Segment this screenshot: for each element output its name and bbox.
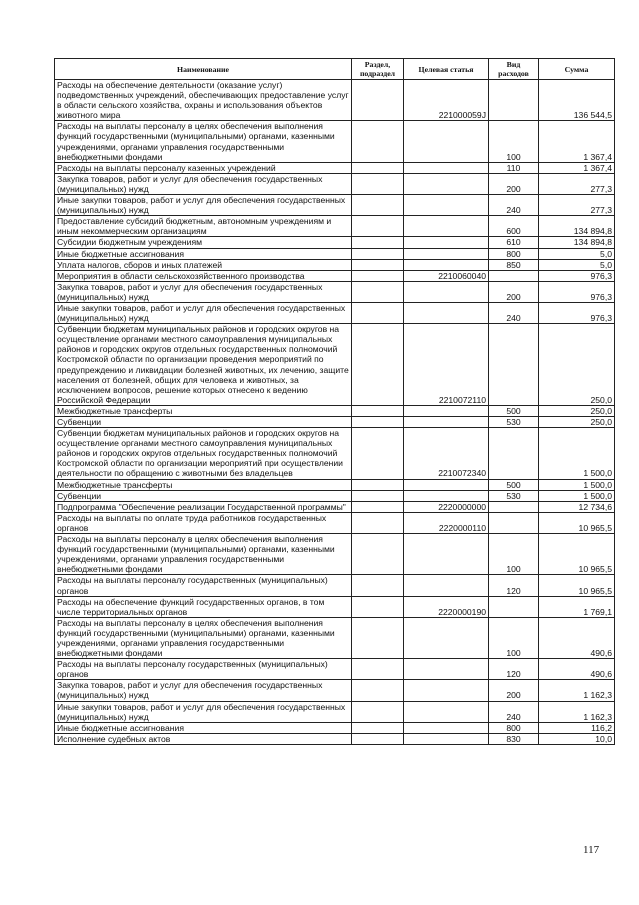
row-vid [489,270,539,281]
row-celevaya [404,162,489,173]
row-razdel [352,237,404,248]
table-row [55,324,615,406]
row-celevaya: 2220000000 [404,501,489,512]
row-summa: 5,0 [539,259,615,270]
row-celevaya [404,575,489,596]
table-row [55,722,615,733]
row-vid: 610 [489,237,539,248]
row-summa: 277,3 [539,195,615,216]
row-summa: 10 965,5 [539,534,615,575]
row-celevaya [404,259,489,270]
row-celevaya: 2210072110 [404,324,489,406]
budget-table-container [54,58,614,745]
row-razdel [352,490,404,501]
row-summa: 12 734,6 [539,501,615,512]
table-row [55,512,615,533]
row-celevaya [404,680,489,701]
row-razdel [352,270,404,281]
row-summa: 277,3 [539,173,615,194]
table-row [55,575,615,596]
row-celevaya [404,659,489,680]
row-vid [489,512,539,533]
header-vid: Вид расходов [489,59,539,80]
row-celevaya [404,534,489,575]
row-summa: 136 544,5 [539,80,615,121]
row-summa: 10 965,5 [539,575,615,596]
table-row [55,237,615,248]
row-celevaya: 2210072340 [404,428,489,479]
row-name: Субвенции [55,490,352,501]
row-vid: 100 [489,534,539,575]
row-vid [489,80,539,121]
row-razdel [352,173,404,194]
row-celevaya [404,722,489,733]
row-summa: 1 367,4 [539,162,615,173]
row-razdel [352,405,404,416]
row-razdel [352,575,404,596]
row-name: Уплата налогов, сборов и иных платежей [55,259,352,270]
row-razdel [352,216,404,237]
row-name: Иные закупки товаров, работ и услуг для обеспечения государственных (муниципальных) нужд [55,302,352,323]
row-name: Закупка товаров, работ и услуг для обеспечения государственных (муниципальных) нужд [55,281,352,302]
row-vid: 240 [489,701,539,722]
row-vid: 240 [489,302,539,323]
row-vid: 530 [489,417,539,428]
row-razdel [352,259,404,270]
row-summa: 490,6 [539,617,615,658]
row-summa: 116,2 [539,722,615,733]
row-celevaya [404,216,489,237]
row-name: Иные бюджетные ассигнования [55,722,352,733]
row-name: Иные закупки товаров, работ и услуг для обеспечения государственных (муниципальных) нужд [55,195,352,216]
row-celevaya [404,417,489,428]
table-row [55,248,615,259]
table-row [55,680,615,701]
row-summa: 1 500,0 [539,490,615,501]
row-razdel [352,281,404,302]
row-name: Расходы на выплаты персоналу в целях обеспечения выполнения функций государственными (муниципальными) органами, казенными учреждениями, органами управления государственными внебюджетными фондами [55,534,352,575]
row-vid [489,428,539,479]
row-summa: 134 894,8 [539,216,615,237]
table-row [55,617,615,658]
header-razdel: Раздел, подраздел [352,59,404,80]
row-summa: 10 965,5 [539,512,615,533]
row-name: Расходы на выплаты персоналу казенных учреждений [55,162,352,173]
row-razdel [352,596,404,617]
row-summa: 10,0 [539,733,615,744]
row-razdel [352,501,404,512]
row-name: Исполнение судебных актов [55,733,352,744]
row-razdel [352,617,404,658]
row-celevaya [404,617,489,658]
row-vid: 850 [489,259,539,270]
row-razdel [352,479,404,490]
row-name: Расходы на выплаты персоналу государственных (муниципальных) органов [55,575,352,596]
table-row [55,80,615,121]
table-row [55,270,615,281]
row-vid: 500 [489,405,539,416]
row-name: Расходы на выплаты персоналу в целях обеспечения выполнения функций государственными (муниципальными) органами, казенными учреждениями, органами управления государственными внебюджетными фондами [55,617,352,658]
row-vid: 120 [489,575,539,596]
row-vid: 830 [489,733,539,744]
row-summa: 5,0 [539,248,615,259]
row-vid: 200 [489,173,539,194]
table-header-row [55,59,615,80]
row-celevaya: 2210060040 [404,270,489,281]
row-name: Расходы на выплаты по оплате труда работников государственных органов [55,512,352,533]
row-celevaya [404,733,489,744]
row-vid: 110 [489,162,539,173]
row-name: Закупка товаров, работ и услуг для обеспечения государственных (муниципальных) нужд [55,173,352,194]
row-celevaya [404,173,489,194]
row-summa: 250,0 [539,405,615,416]
row-name: Субвенции бюджетам муниципальных районов и городских округов на осуществление органами местного самоуправления муниципальных районов и городских округов отдельных государственных полномочий Костромской области по организации проведения мероприятий по предупреждению и ликвидации болезней животных, их лечению, защите населения от болезней, общих для человека и животных, за исключением вопросов, решение которых отнесено к ведению Российской Федерации [55,324,352,406]
row-summa: 250,0 [539,324,615,406]
row-vid [489,501,539,512]
row-celevaya: 221000059J [404,80,489,121]
row-vid: 100 [489,617,539,658]
row-celevaya [404,237,489,248]
row-name: Субвенции [55,417,352,428]
row-razdel [352,659,404,680]
table-row [55,417,615,428]
row-summa: 976,3 [539,270,615,281]
row-razdel [352,121,404,162]
row-name: Расходы на обеспечение деятельности (оказание услуг) подведомственных учреждений, обеспечивающих предоставление услуг в области сельского хозяйства, охраны и использования объектов животного мира [55,80,352,121]
row-name: Предоставление субсидий бюджетным, автономным учреждениям и иным некоммерческим организациям [55,216,352,237]
budget-table [54,58,615,745]
row-razdel [352,512,404,533]
row-name: Расходы на выплаты персоналу в целях обеспечения выполнения функций государственными (муниципальными) органами, казенными учреждениями, органами управления государственными внебюджетными фондами [55,121,352,162]
row-summa: 134 894,8 [539,237,615,248]
table-row [55,733,615,744]
row-razdel [352,733,404,744]
row-name: Иные закупки товаров, работ и услуг для обеспечения государственных (муниципальных) нужд [55,701,352,722]
row-vid: 240 [489,195,539,216]
row-celevaya [404,248,489,259]
row-name: Межбюджетные трансферты [55,479,352,490]
row-name: Расходы на выплаты персоналу государственных (муниципальных) органов [55,659,352,680]
row-razdel [352,248,404,259]
row-celevaya [404,281,489,302]
row-celevaya [404,405,489,416]
table-row [55,195,615,216]
row-name: Закупка товаров, работ и услуг для обеспечения государственных (муниципальных) нужд [55,680,352,701]
table-row [55,162,615,173]
row-razdel [352,428,404,479]
row-celevaya [404,195,489,216]
header-name: Наименование [55,59,352,80]
table-row [55,534,615,575]
row-razdel [352,195,404,216]
row-celevaya: 2220000190 [404,596,489,617]
row-vid: 600 [489,216,539,237]
row-vid: 800 [489,722,539,733]
table-row [55,701,615,722]
table-row [55,173,615,194]
row-summa: 976,3 [539,281,615,302]
table-row [55,659,615,680]
row-summa: 1 162,3 [539,680,615,701]
row-summa: 1 500,0 [539,479,615,490]
row-name: Мероприятия в области сельскохозяйственного производства [55,270,352,281]
row-vid: 200 [489,680,539,701]
row-summa: 250,0 [539,417,615,428]
row-razdel [352,302,404,323]
row-name: Межбюджетные трансферты [55,405,352,416]
table-row [55,216,615,237]
row-name: Субсидии бюджетным учреждениям [55,237,352,248]
row-razdel [352,722,404,733]
row-name: Расходы на обеспечение функций государственных органов, в том числе территориальных органов [55,596,352,617]
table-body [55,80,615,745]
table-row [55,405,615,416]
row-razdel [352,162,404,173]
row-celevaya: 2220000110 [404,512,489,533]
row-vid: 800 [489,248,539,259]
row-razdel [352,417,404,428]
row-summa: 1 769,1 [539,596,615,617]
table-row [55,501,615,512]
header-summa: Сумма [539,59,615,80]
row-vid: 530 [489,490,539,501]
row-vid [489,596,539,617]
row-vid: 200 [489,281,539,302]
row-name: Субвенции бюджетам муниципальных районов и городских округов на осуществление органами местного самоуправления муниципальных районов и городских округов отдельных государственных полномочий Костромской области по организации мероприятий при осуществлении деятельности по обращению с животными без владельцев [55,428,352,479]
row-razdel [352,324,404,406]
row-razdel [352,534,404,575]
table-row [55,596,615,617]
row-razdel [352,701,404,722]
table-row [55,259,615,270]
row-celevaya [404,121,489,162]
table-row [55,479,615,490]
header-celevaya: Целевая статья [404,59,489,80]
row-vid: 120 [489,659,539,680]
row-summa: 1 162,3 [539,701,615,722]
row-vid [489,324,539,406]
row-name: Подпрограмма "Обеспечение реализации Государственной программы" [55,501,352,512]
row-summa: 1 367,4 [539,121,615,162]
row-razdel [352,680,404,701]
page-number: 117 [583,844,600,856]
row-celevaya [404,490,489,501]
row-name: Иные бюджетные ассигнования [55,248,352,259]
table-row [55,428,615,479]
row-celevaya [404,701,489,722]
row-summa: 976,3 [539,302,615,323]
row-celevaya [404,479,489,490]
row-summa: 490,6 [539,659,615,680]
table-row [55,281,615,302]
table-row [55,121,615,162]
row-vid: 100 [489,121,539,162]
row-vid: 500 [489,479,539,490]
row-celevaya [404,302,489,323]
row-summa: 1 500,0 [539,428,615,479]
row-razdel [352,80,404,121]
table-row [55,302,615,323]
table-row [55,490,615,501]
